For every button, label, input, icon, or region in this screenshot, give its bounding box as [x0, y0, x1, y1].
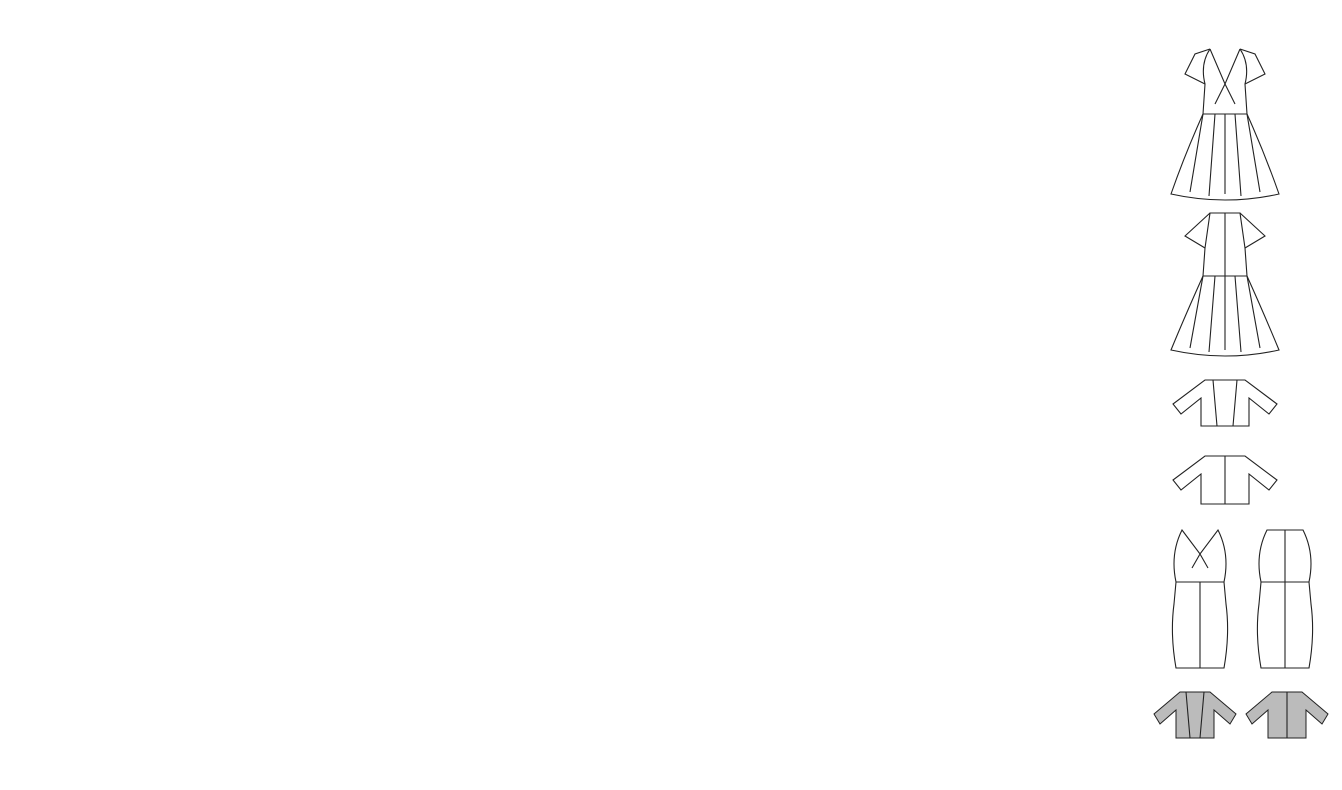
jacket-b-back-sketch: [1242, 688, 1332, 744]
dress-b-back-sketch: [1245, 524, 1325, 674]
dress-a-back-sketch: [1165, 208, 1285, 358]
jacket-a-back-sketch: [1165, 450, 1285, 510]
dress-b-front-sketch: [1160, 524, 1240, 674]
jacket-b-front-sketch: [1150, 688, 1240, 744]
jacket-a-front-sketch: [1165, 374, 1285, 434]
dress-a-front-sketch: [1165, 44, 1285, 204]
technical-sketches: [1150, 22, 1335, 752]
